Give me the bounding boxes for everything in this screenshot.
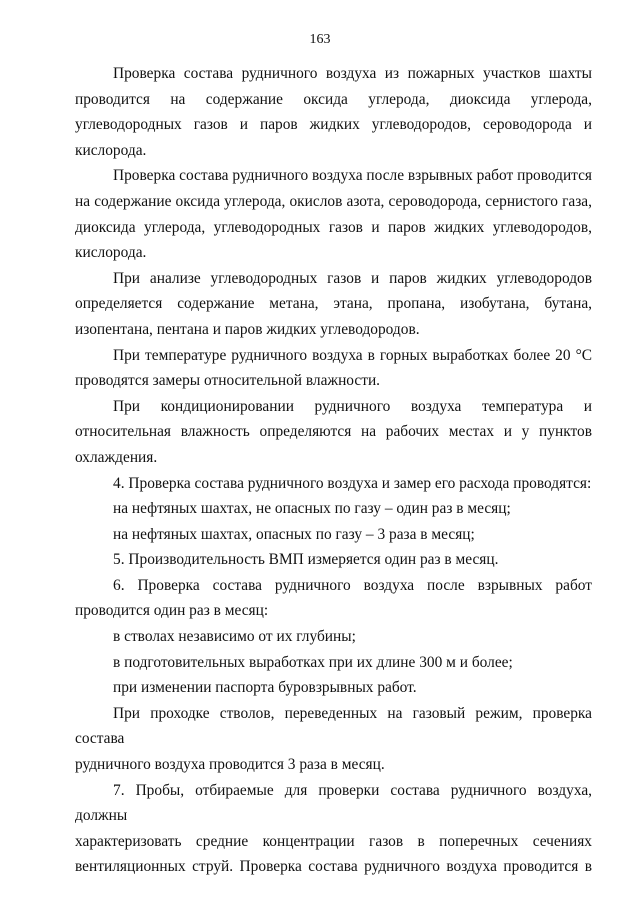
paragraph-13: при изменении паспорта буровзрывных работ. <box>113 679 417 697</box>
paragraph-1-line-4: кислорода. <box>75 141 147 159</box>
paragraph-9: 5. Производительность ВМП измеряется один раз в месяц. <box>113 551 499 569</box>
paragraph-5-line-2: относительная влажность определяются на рабочих местах и у пунктов <box>75 423 592 441</box>
paragraph-6: 4. Проверка состава рудничного воздуха и замер его расхода проводятся: <box>113 474 592 492</box>
paragraph-14-line-1: При проходке стволов, переведенных на газовый режим, проверка состава <box>75 704 592 748</box>
paragraph-3-line-3: изопентана, пентана и паров жидких углеводородов. <box>75 320 420 338</box>
paragraph-12: в подготовительных выработках при их длине 300 м и более; <box>113 653 513 671</box>
paragraph-5 <box>75 394 592 471</box>
paragraph-15-line-2: характеризовать средние концентрации газов в поперечных сечениях <box>75 832 592 850</box>
page-number: 163 <box>309 32 331 47</box>
paragraph-3 <box>75 266 592 343</box>
paragraph-4 <box>75 343 592 394</box>
paragraph-14 <box>75 701 592 778</box>
paragraph-8: на нефтяных шахтах, опасных по газу – 3 раза в месяц; <box>113 525 475 543</box>
paragraph-15-line-1: 7. Пробы, отбираемые для проверки состава рудничного воздуха, должны <box>75 781 592 825</box>
paragraph-5-line-1: При кондиционировании рудничного воздуха температура и <box>113 397 592 415</box>
paragraph-1-line-3: углеводородных газов и паров жидких углеводородов, сероводорода и <box>75 116 592 134</box>
paragraph-2-line-1: Проверка состава рудничного воздуха после взрывных работ проводится <box>113 167 593 185</box>
paragraph-2-line-4: кислорода. <box>75 244 147 262</box>
paragraph-3-line-1: При анализе углеводородных газов и паров жидких углеводородов <box>113 269 592 287</box>
document-body <box>75 61 592 880</box>
paragraph-10-line-1: 6. Проверка состава рудничного воздуха после взрывных работ <box>113 576 592 594</box>
paragraph-4-line-2: проводятся замеры относительной влажности. <box>75 372 381 390</box>
paragraph-11: в стволах независимо от их глубины; <box>113 628 356 646</box>
paragraph-7: на нефтяных шахтах, не опасных по газу – один раз в месяц; <box>113 500 511 518</box>
paragraph-1 <box>75 61 592 163</box>
paragraph-10 <box>75 573 592 624</box>
paragraph-2-line-2: на содержание оксида углерода, окислов азота, сероводорода, сернистого газа, <box>75 192 592 210</box>
paragraph-4-line-1: При температуре рудничного воздуха в горных выработках более 20 °С <box>113 346 592 364</box>
paragraph-10-line-2: проводится один раз в месяц: <box>75 602 269 620</box>
paragraph-14-line-2: рудничного воздуха проводится 3 раза в месяц. <box>75 756 385 774</box>
paragraph-1-line-2: проводится на содержание оксида углерода, диоксида углерода, <box>75 90 592 108</box>
paragraph-15 <box>75 778 592 880</box>
paragraph-15-line-3: вентиляционных струй. Проверка состава рудничного воздуха проводится в <box>75 858 592 876</box>
paragraph-1-line-1: Проверка состава рудничного воздуха из пожарных участков шахты <box>113 65 592 82</box>
paragraph-2 <box>75 163 592 265</box>
paragraph-5-line-3: охлаждения. <box>75 448 158 466</box>
paragraph-2-line-3: диоксида углерода, углеводородных газов и паров жидких углеводородов, <box>75 218 592 236</box>
paragraph-3-line-2: определяется содержание метана, этана, пропана, изобутана, бутана, <box>75 295 592 313</box>
